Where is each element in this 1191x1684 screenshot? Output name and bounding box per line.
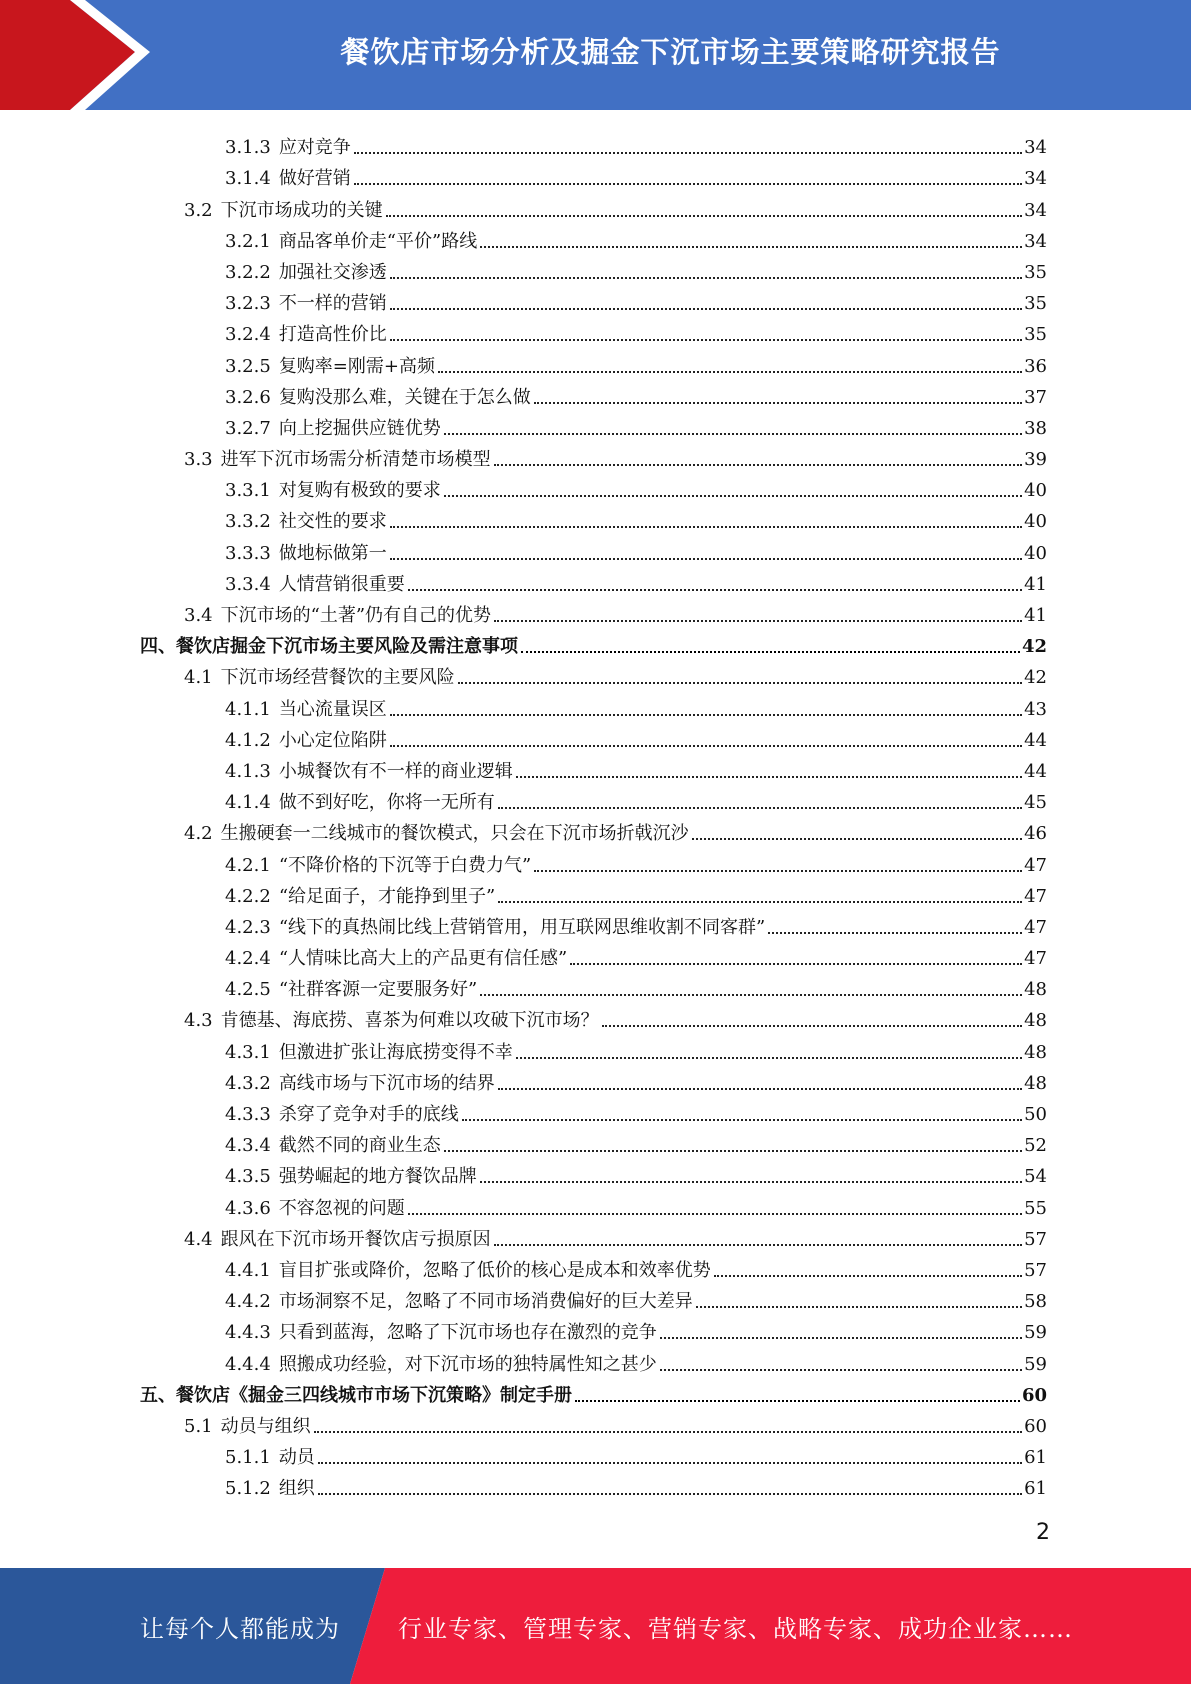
toc-dot-leader	[318, 1462, 1022, 1464]
toc-entry-number: 5.1	[184, 1415, 213, 1437]
toc-entry[interactable]	[0, 1188, 1191, 1219]
toc-dot-leader	[480, 246, 1022, 248]
toc-entry[interactable]	[0, 1438, 1191, 1469]
toc-entry[interactable]	[0, 689, 1191, 720]
toc-entry-number: 4.4	[184, 1228, 213, 1250]
toc-entry[interactable]	[0, 1251, 1191, 1282]
toc-entry-number: 4.1.1	[225, 698, 271, 720]
toc-entry-page: 47	[1024, 948, 1047, 970]
toc-entry-number: 3.2.6	[225, 386, 271, 408]
toc-entry-page: 35	[1024, 324, 1047, 346]
toc-entry[interactable]	[0, 1313, 1191, 1344]
toc-entry-page: 44	[1024, 760, 1047, 782]
toc-entry-title: 但激进扩张让海底捞变得不幸	[278, 1041, 513, 1063]
toc-entry[interactable]	[0, 284, 1191, 315]
toc-dot-leader	[570, 963, 1022, 965]
toc-dot-leader	[494, 1244, 1022, 1246]
toc-entry-number: 4.4.2	[225, 1291, 271, 1313]
toc-dot-leader	[714, 1275, 1022, 1277]
toc-entry-title: 复购没那么难，关键在于怎么做	[278, 386, 531, 408]
toc-entry-title: “不降价格的下沉等于白费力气”	[278, 854, 532, 876]
toc-dot-leader	[498, 901, 1022, 903]
toc-entry-title: 下沉市场经营餐饮的主要风险	[220, 667, 455, 689]
toc-entry[interactable]	[0, 190, 1191, 221]
toc-entry-title: 做不到好吃，你将一无所有	[278, 792, 495, 814]
toc-entry[interactable]	[0, 877, 1191, 908]
toc-entry-title: 对复购有极致的要求	[278, 480, 441, 502]
toc-entry[interactable]	[0, 315, 1191, 346]
toc-entry-title: 小心定位陷阱	[278, 729, 387, 751]
toc-entry-number: 3.3.1	[225, 480, 271, 502]
toc-entry-page: 61	[1024, 1478, 1047, 1500]
toc-entry-title: 做好营销	[278, 168, 351, 190]
toc-entry-page: 48	[1024, 979, 1047, 1001]
toc-entry[interactable]	[0, 1469, 1191, 1500]
toc-dot-leader	[516, 776, 1022, 778]
toc-entry-title: “人情味比高大上的产品更有信任感”	[278, 948, 568, 970]
toc-dot-leader	[390, 714, 1022, 716]
toc-entry-page: 42	[1021, 636, 1047, 658]
toc-entry-page: 44	[1024, 729, 1047, 751]
toc-entry[interactable]	[0, 970, 1191, 1001]
toc-dot-leader	[498, 807, 1022, 809]
toc-entry-title: 加强社交渗透	[278, 261, 387, 283]
toc-entry-title: 商品客单价走“平价”路线	[278, 230, 478, 252]
toc-entry-title: 杀穿了竞争对手的底线	[278, 1104, 459, 1125]
toc-entry-number: 4.4.3	[225, 1322, 271, 1344]
toc-entry-page: 60	[1021, 1384, 1047, 1406]
toc-dot-leader	[498, 1088, 1022, 1090]
toc-entry-title: 人情营销很重要	[278, 573, 405, 595]
toc-entry-page: 55	[1024, 1197, 1047, 1219]
toc-entry[interactable]	[0, 409, 1191, 440]
toc-entry[interactable]	[0, 1376, 1191, 1407]
page-number: 2	[1036, 1520, 1050, 1545]
toc-dot-leader	[575, 1400, 1020, 1402]
toc-entry-number: 3.3.3	[225, 542, 271, 564]
toc-entry-page: 34	[1024, 137, 1047, 159]
toc-entry-number: 3.2.4	[225, 324, 271, 346]
toc-dot-leader	[408, 589, 1022, 591]
toc-entry-page: 37	[1024, 386, 1047, 408]
toc-entry-page: 42	[1024, 667, 1047, 689]
toc-entry-title: 进军下沉市场需分析清楚市场模型	[220, 449, 491, 471]
toc-entry-page: 57	[1024, 1259, 1047, 1281]
toc-entry-page: 59	[1024, 1322, 1047, 1344]
toc-entry-page: 57	[1024, 1228, 1047, 1250]
page-footer	[0, 1568, 1191, 1684]
toc-dot-leader	[444, 1150, 1022, 1152]
toc-entry-title: 不容忽视的问题	[278, 1197, 405, 1219]
report-title: 餐饮店市场分析及掘金下沉市场主要策略研究报告	[340, 34, 1001, 69]
toc-entry-page: 34	[1024, 199, 1047, 221]
toc-entry[interactable]	[0, 565, 1191, 596]
toc-entry-title: 只看到蓝海，忽略了下沉市场也存在激烈的竞争	[278, 1322, 657, 1344]
toc-entry-number: 4.1.3	[225, 760, 271, 782]
toc-entry-title: 小城餐饮有不一样的商业逻辑	[278, 760, 513, 782]
toc-entry-title: 应对竞争	[278, 137, 351, 159]
toc-dot-leader	[390, 339, 1022, 341]
toc-entry-title: 强势崛起的地方餐饮品牌	[278, 1166, 477, 1188]
toc-dot-leader	[408, 1213, 1022, 1215]
toc-entry-page: 40	[1024, 542, 1047, 564]
toc-dot-leader	[390, 526, 1022, 528]
footer-slogan-right: 行业专家、管理专家、营销专家、战略专家、成功企业家……	[398, 1614, 1073, 1643]
toc-entry[interactable]	[0, 939, 1191, 970]
toc-dot-leader	[354, 152, 1022, 154]
toc-dot-leader	[458, 682, 1022, 684]
toc-entry[interactable]	[0, 471, 1191, 502]
toc-entry-number: 3.2.7	[225, 417, 271, 439]
toc-entry-page: 45	[1024, 792, 1047, 814]
toc-dot-leader	[314, 1431, 1022, 1433]
toc-entry[interactable]	[0, 378, 1191, 409]
toc-entry-number: 3.2.1	[225, 230, 271, 252]
toc-entry-number: 4.2	[184, 823, 213, 845]
toc-entry-page: 34	[1024, 230, 1047, 252]
toc-entry[interactable]	[0, 814, 1191, 845]
toc-entry-title: 组织	[278, 1478, 315, 1500]
toc-entry-title: 向上挖掘供应链优势	[278, 417, 441, 439]
toc-entry-number: 5.1.1	[225, 1447, 271, 1469]
toc-entry-number: 3.1.4	[225, 168, 271, 190]
toc-dot-leader	[318, 1493, 1022, 1495]
toc-entry[interactable]	[0, 1032, 1191, 1063]
toc-entry-number: 4.3.2	[225, 1072, 271, 1094]
toc-entry-number: 3.2.5	[225, 355, 271, 377]
toc-entry-page: 35	[1024, 261, 1047, 283]
toc-entry-number: 4.3.5	[225, 1166, 271, 1188]
toc-entry-number: 4.2.5	[225, 979, 271, 1001]
toc-entry-page: 52	[1024, 1135, 1047, 1157]
toc-entry-page: 43	[1024, 698, 1047, 720]
toc-entry[interactable]	[0, 721, 1191, 752]
toc-entry-page: 47	[1024, 854, 1047, 876]
toc-entry-title: 肯德基、海底捞、喜茶为何难以攻破下沉市场？	[220, 1010, 599, 1032]
toc-entry-page: 36	[1024, 355, 1047, 377]
toc-dot-leader	[521, 651, 1020, 653]
toc-entry-title: 不一样的营销	[278, 293, 387, 315]
toc-entry-page: 46	[1024, 823, 1047, 845]
toc-dot-leader	[516, 1057, 1022, 1059]
toc-entry-number: 4.1.4	[225, 792, 271, 814]
toc-entry[interactable]	[0, 1157, 1191, 1188]
toc-entry[interactable]	[0, 845, 1191, 876]
toc-dot-leader	[602, 1025, 1022, 1027]
toc-entry[interactable]	[0, 1407, 1191, 1438]
toc-entry[interactable]	[0, 596, 1191, 627]
page-header	[0, 0, 1191, 110]
toc-entry-title: 做地标做第一	[278, 542, 387, 564]
toc-entry-page: 47	[1024, 916, 1047, 938]
toc-entry[interactable]	[0, 1282, 1191, 1313]
header-chevron-icon	[0, 0, 150, 110]
toc-entry[interactable]	[0, 908, 1191, 939]
toc-entry-title: 社交性的要求	[278, 511, 387, 533]
toc-entry[interactable]	[0, 1001, 1191, 1032]
toc-entry[interactable]	[0, 222, 1191, 253]
footer-slogan-left: 让每个人都能成为	[140, 1614, 340, 1643]
table-of-contents	[0, 128, 1191, 1500]
toc-entry-page: 47	[1024, 885, 1047, 907]
toc-entry-title: “给足面子，才能挣到里子”	[278, 885, 496, 907]
toc-entry-title: 截然不同的商业生态	[278, 1135, 441, 1157]
toc-dot-leader	[768, 932, 1022, 934]
toc-entry[interactable]	[0, 1220, 1191, 1251]
toc-dot-leader	[438, 371, 1022, 373]
toc-entry-number: 4.3	[184, 1010, 213, 1032]
toc-entry[interactable]	[0, 159, 1191, 190]
toc-dot-leader	[444, 433, 1022, 435]
toc-dot-leader	[534, 870, 1022, 872]
toc-entry-title: 打造高性价比	[278, 324, 387, 346]
toc-entry-title: 动员与组织	[220, 1415, 311, 1437]
toc-entry-title: 生搬硬套一二线城市的餐饮模式，只会在下沉市场折戟沉沙	[220, 823, 689, 845]
toc-entry-page: 48	[1024, 1072, 1047, 1094]
toc-entry-number: 3.3	[184, 449, 213, 471]
toc-entry-number: 3.2	[184, 199, 213, 221]
toc-entry[interactable]	[0, 1126, 1191, 1157]
toc-dot-leader	[494, 620, 1022, 622]
toc-entry[interactable]	[0, 1344, 1191, 1375]
toc-entry-number: 3.4	[184, 605, 213, 626]
toc-entry-number: 3.3.4	[225, 573, 271, 595]
toc-entry-title: 高线市场与下沉市场的结界	[278, 1072, 495, 1094]
toc-entry-number: 四、	[140, 636, 176, 658]
toc-entry[interactable]	[0, 1095, 1191, 1126]
toc-entry-title: “线下的真热闹比线上营销管用，用互联网思维收割不同客群”	[278, 916, 766, 938]
toc-entry-page: 60	[1024, 1415, 1047, 1437]
toc-entry[interactable]	[0, 1064, 1191, 1095]
toc-entry-number: 4.3.4	[225, 1135, 271, 1157]
toc-entry-title: 市场洞察不足，忽略了不同市场消费偏好的巨大差异	[278, 1291, 693, 1313]
toc-entry-number: 5.1.2	[225, 1478, 271, 1500]
toc-entry[interactable]	[0, 346, 1191, 377]
toc-entry-number: 3.2.2	[225, 261, 271, 283]
toc-dot-leader	[444, 495, 1022, 497]
toc-entry-number: 五、	[140, 1384, 176, 1406]
toc-entry-page: 48	[1024, 1010, 1047, 1032]
toc-dot-leader	[534, 402, 1022, 404]
toc-dot-leader	[390, 558, 1022, 560]
toc-dot-leader	[354, 183, 1022, 185]
toc-entry-page: 40	[1024, 480, 1047, 502]
toc-entry[interactable]	[0, 440, 1191, 471]
toc-entry-page: 34	[1024, 168, 1047, 190]
toc-dot-leader	[480, 994, 1022, 996]
toc-dot-leader	[696, 1306, 1022, 1308]
toc-entry[interactable]	[0, 128, 1191, 159]
toc-dot-leader	[390, 308, 1022, 310]
toc-entry-number: 4.4.1	[225, 1259, 271, 1281]
toc-entry[interactable]	[0, 627, 1191, 658]
toc-entry-number: 3.1.3	[225, 137, 271, 159]
toc-entry-page: 58	[1024, 1291, 1047, 1313]
toc-entry-title: 餐饮店《掘金三四线城市市场下沉策略》制定手册	[176, 1384, 572, 1406]
toc-entry-title: 复购率=刚需+高频	[278, 355, 435, 377]
toc-dot-leader	[494, 464, 1022, 466]
toc-entry-page: 41	[1024, 573, 1047, 595]
toc-entry-page: 41	[1024, 605, 1047, 626]
toc-entry-number: 4.1.2	[225, 729, 271, 751]
toc-entry-title: 餐饮店掘金下沉市场主要风险及需注意事项	[176, 636, 518, 658]
toc-entry-title: 当心流量误区	[278, 698, 387, 720]
toc-entry-number: 4.2.2	[225, 885, 271, 907]
toc-entry[interactable]	[0, 502, 1191, 533]
toc-dot-leader	[692, 838, 1022, 840]
toc-entry-number: 4.1	[184, 667, 213, 689]
toc-dot-leader	[386, 215, 1022, 217]
toc-entry[interactable]	[0, 658, 1191, 689]
toc-entry[interactable]	[0, 253, 1191, 284]
toc-dot-leader	[390, 745, 1022, 747]
toc-entry-number: 4.4.4	[225, 1353, 271, 1375]
toc-dot-leader	[390, 277, 1022, 279]
toc-entry-number: 4.2.4	[225, 948, 271, 970]
toc-entry-title: “社群客源一定要服务好”	[278, 979, 478, 1001]
toc-entry-title: 跟风在下沉市场开餐饮店亏损原因	[220, 1228, 491, 1250]
toc-entry-page: 39	[1024, 449, 1047, 471]
toc-entry-number: 4.2.3	[225, 916, 271, 938]
toc-entry-page: 35	[1024, 293, 1047, 315]
toc-entry-page: 61	[1024, 1447, 1047, 1469]
toc-entry-title: 动员	[278, 1447, 315, 1469]
toc-entry-title: 下沉市场的“土著”仍有自己的优势	[220, 605, 492, 626]
toc-entry[interactable]	[0, 752, 1191, 783]
toc-dot-leader	[480, 1181, 1022, 1183]
toc-entry[interactable]	[0, 533, 1191, 564]
toc-entry-number: 4.2.1	[225, 854, 271, 876]
toc-entry-page: 38	[1024, 417, 1047, 439]
toc-entry-number: 4.3.6	[225, 1197, 271, 1219]
toc-dot-leader	[660, 1369, 1022, 1371]
toc-entry-title: 下沉市场成功的关键	[220, 199, 383, 221]
toc-entry-title: 照搬成功经验，对下沉市场的独特属性知之甚少	[278, 1353, 657, 1375]
toc-entry-number: 3.2.3	[225, 293, 271, 315]
toc-entry-title: 盲目扩张或降价，忽略了低价的核心是成本和效率优势	[278, 1259, 711, 1281]
toc-dot-leader	[660, 1337, 1022, 1339]
toc-entry-page: 40	[1024, 511, 1047, 533]
toc-entry-page: 48	[1024, 1041, 1047, 1063]
toc-entry-number: 3.3.2	[225, 511, 271, 533]
toc-entry[interactable]	[0, 783, 1191, 814]
toc-entry-page: 54	[1024, 1166, 1047, 1188]
toc-entry-number: 4.3.3	[225, 1104, 271, 1125]
toc-entry-number: 4.3.1	[225, 1041, 271, 1063]
toc-dot-leader	[462, 1119, 1022, 1121]
toc-entry-page: 50	[1024, 1104, 1047, 1125]
toc-entry-page: 59	[1024, 1353, 1047, 1375]
